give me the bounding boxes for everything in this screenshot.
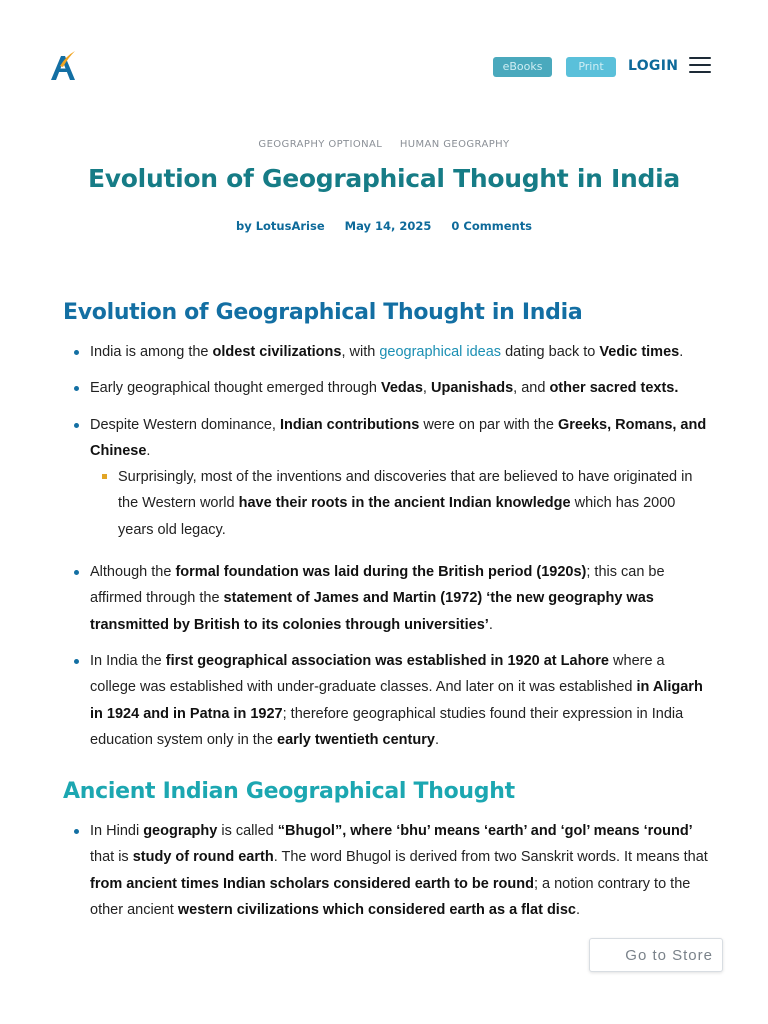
list-item: Although the formal foundation was laid during the British period (1920s); this can be affirmed through the statement of James and Martin (1972) ‘the new geography was transmitted by British to its colonies through universities’. xyxy=(90,559,708,638)
list-item: In Hindi geography is called “Bhugol”, where ‘bhu’ means ‘earth’ and ‘gol’ means ‘round’ that is study of round earth. The word Bhugol is derived from two Sanskrit words. It means that from ancient times Indian scholars considered earth to be round; a notion contrary to the other ancient western civilizations which considered earth as a flat disc. xyxy=(90,818,708,923)
list-item: Despite Western dominance, Indian contributions were on par with the Greeks, Romans, and Chinese. Surprisingly, most of the inventions and discoveries that are believed to have originated in the Western world have their roots in the ancient Indian knowledge which has 2000 years old legacy. xyxy=(90,412,708,543)
post-meta xyxy=(0,219,768,233)
post-date[interactable]: May 14, 2025 xyxy=(344,219,432,233)
ebooks-button[interactable]: eBooks xyxy=(493,57,552,77)
category-human-geography[interactable]: HUMAN GEOGRAPHY xyxy=(399,139,510,150)
login-link[interactable]: LOGIN xyxy=(628,58,679,74)
list-item: In India the first geographical association was established in 1920 at Lahore where a college was established with under-graduate classes. And later on it was established in Aligarh in 1924 and in Patna in 1927; therefore geographical studies found their expression in India education system only in the early twentieth century. xyxy=(90,648,708,753)
print-button[interactable]: Print xyxy=(566,57,616,77)
bullet-list xyxy=(63,818,708,923)
post-author[interactable]: by LotusArise xyxy=(235,219,325,233)
section-heading: Ancient Indian Geographical Thought xyxy=(63,779,515,805)
sub-list-item: Surprisingly, most of the inventions and discoveries that are believed to have originated in the Western world have their roots in the ancient Indian knowledge which has 2000 years old legacy. xyxy=(118,464,708,543)
section-heading: Evolution of Geographical Thought in India xyxy=(63,300,583,325)
list-item: Early geographical thought emerged through Vedas, Upanishads, and other sacred texts. xyxy=(90,375,708,401)
post-comments[interactable]: 0 Comments xyxy=(451,219,533,233)
site-header xyxy=(0,0,768,110)
article-body xyxy=(63,300,708,933)
hamburger-menu-icon[interactable] xyxy=(689,57,711,75)
geographical-ideas-link[interactable]: geographical ideas xyxy=(379,344,502,360)
category-geography-optional[interactable]: GEOGRAPHY OPTIONAL xyxy=(258,139,383,150)
sub-list xyxy=(90,464,708,543)
list-item: India is among the oldest civilizations, with geographical ideas dating back to Vedic times. xyxy=(90,339,708,365)
bullet-list xyxy=(63,339,708,753)
site-logo-icon[interactable] xyxy=(48,50,78,82)
category-links xyxy=(0,139,768,150)
page-title: Evolution of Geographical Thought in India xyxy=(88,164,680,193)
go-to-store-button[interactable]: Go to Store xyxy=(589,938,723,972)
